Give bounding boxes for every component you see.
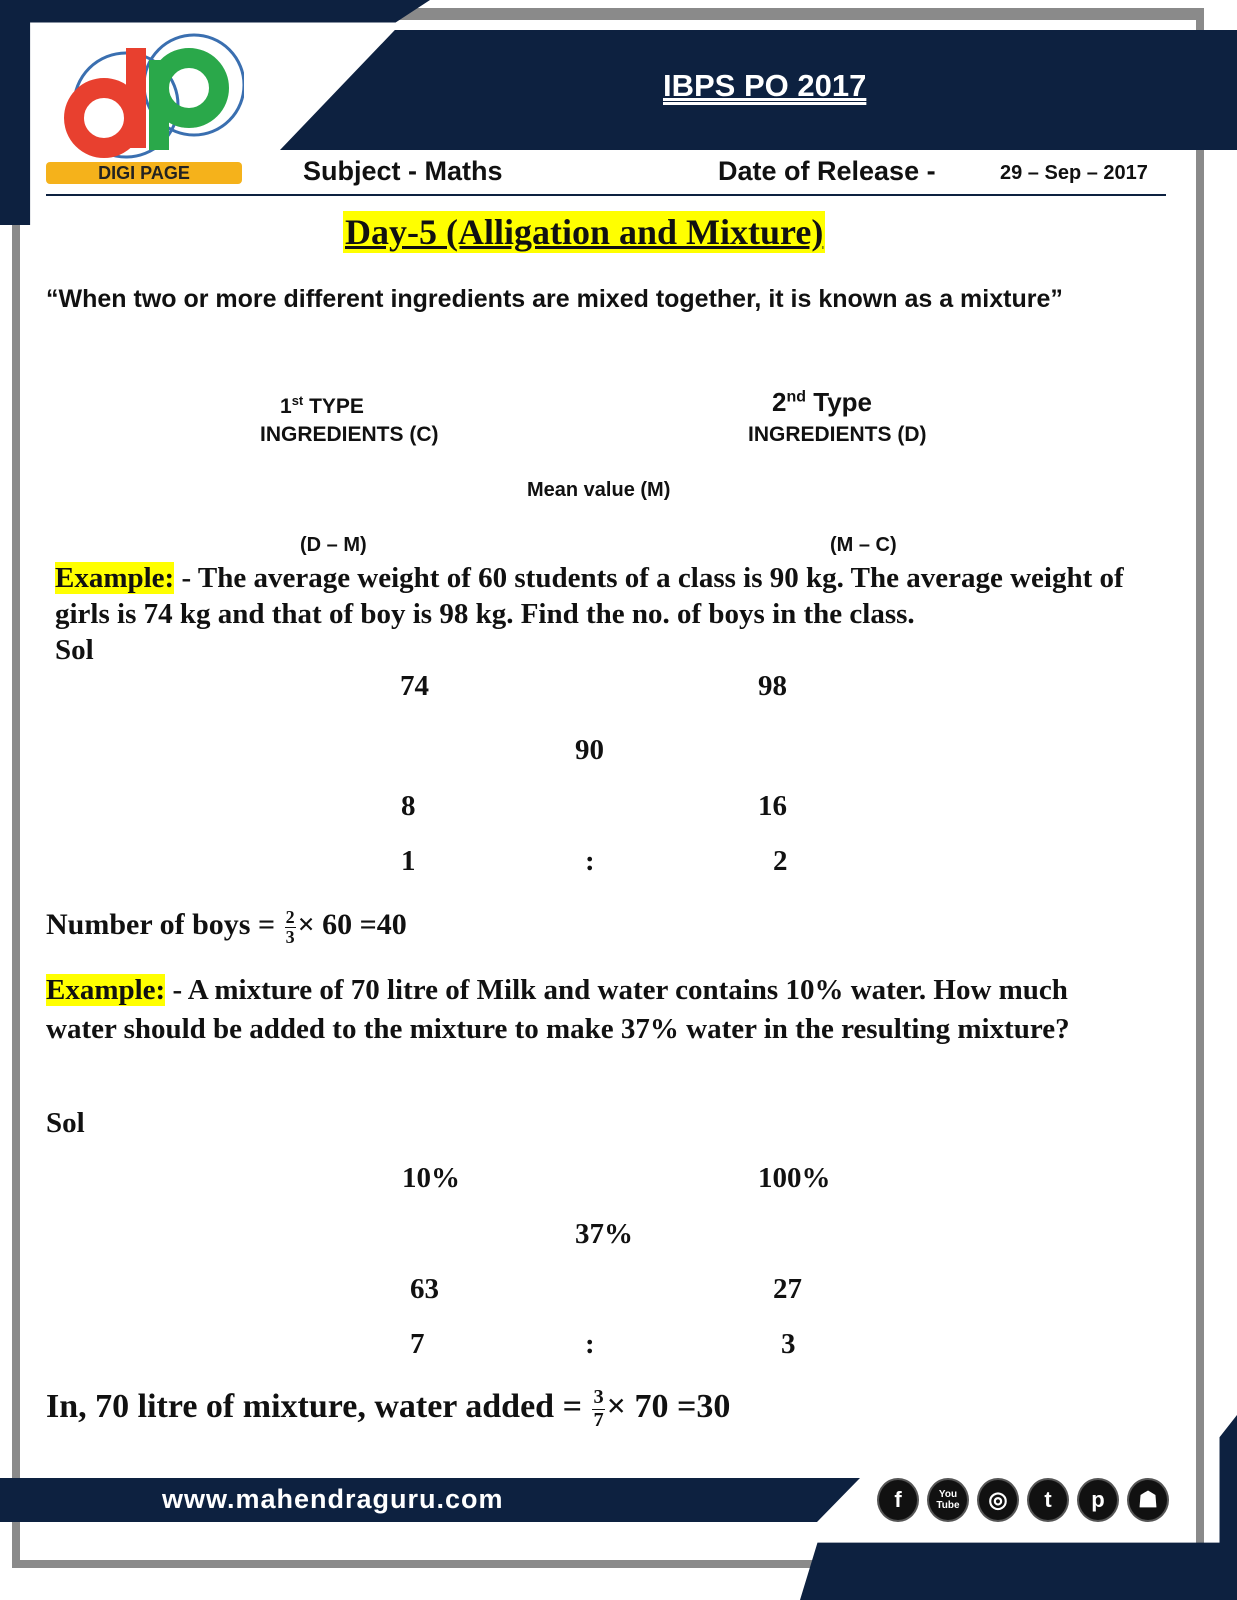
ex1-ratio-1: 1 [401, 845, 416, 877]
ex1-diff-1: 8 [401, 790, 416, 822]
instagram-icon[interactable]: ◎ [977, 1478, 1019, 1522]
logo-badge: DIGI PAGE [46, 162, 242, 184]
type2-sup: nd [786, 388, 807, 406]
twitter-icon[interactable]: t [1027, 1478, 1069, 1522]
pinterest-icon[interactable]: p [1077, 1478, 1119, 1522]
date-label: Date of Release - [718, 156, 936, 186]
header-divider [46, 194, 1166, 196]
ex2-ratio-2: 3 [781, 1328, 796, 1360]
example2-label: Example: [46, 974, 166, 1006]
type1-sup: st [291, 393, 304, 408]
ex1-answer-post: × 60 =40 [297, 908, 407, 941]
release-date: 29 – Sep – 2017 [1000, 162, 1148, 184]
ex1-den: 3 [285, 926, 295, 947]
definition: “When two or more different ingredients are mixed together, it is known as a mixture” [46, 285, 1063, 313]
example2-sol: Sol [46, 1107, 85, 1139]
left-diff: (D – M) [300, 534, 367, 556]
ex2-answer-post: × 70 =30 [606, 1388, 731, 1425]
type2-label [772, 387, 872, 418]
facebook-icon[interactable]: f [877, 1478, 919, 1522]
type1-num: 1 [280, 395, 292, 418]
ex1-answer [46, 900, 407, 950]
ex1-mean: 90 [575, 734, 604, 766]
ex2-mean: 37% [575, 1218, 633, 1250]
ex2-diff-2: 27 [773, 1273, 802, 1305]
example1-sol: Sol [55, 634, 94, 666]
ex2-diff-1: 63 [410, 1273, 439, 1305]
right-diff: (M – C) [830, 534, 897, 556]
example2-question: - A mixture of 70 litre of Milk and water contains 10% water. How much water should be added to the mixture to make 37% water in the resulting mixture? [46, 974, 1070, 1045]
mean-label: Mean value (M) [527, 479, 671, 501]
ex2-fraction [592, 1387, 604, 1431]
example2-text [46, 971, 1136, 1049]
type2-sub: INGREDIENTS (D) [748, 423, 927, 446]
ex1-ratio-2: 2 [773, 845, 788, 877]
ex1-answer-pre: Number of boys = [46, 908, 283, 941]
example1-label: Example: [55, 562, 175, 594]
ex1-value-b: 98 [758, 670, 787, 702]
type2-num: 2 [772, 387, 787, 417]
android-icon[interactable]: ☗ [1127, 1478, 1169, 1522]
ex2-ratio-colon: : [585, 1328, 595, 1360]
subject: Subject - Maths [303, 156, 503, 186]
website-link[interactable]: www.mahendraguru.com [162, 1484, 504, 1514]
dp-logo-icon [44, 30, 244, 160]
ex1-num: 2 [285, 906, 295, 927]
ex1-ratio-colon: : [585, 845, 595, 877]
ex1-diff-2: 16 [758, 790, 787, 822]
logo [44, 30, 244, 160]
ex2-den: 7 [593, 1408, 604, 1431]
ex2-answer [46, 1380, 730, 1434]
ex2-ratio-1: 7 [410, 1328, 425, 1360]
ex2-value-b: 100% [758, 1162, 831, 1194]
ex1-fraction [285, 908, 296, 947]
ex1-value-a: 74 [400, 670, 429, 702]
youtube-icon[interactable]: You Tube [927, 1478, 969, 1522]
type1-label [280, 393, 364, 419]
example1-text [55, 560, 1145, 668]
ex2-num: 3 [593, 1386, 604, 1409]
ex2-value-a: 10% [402, 1162, 460, 1194]
type2-word: Type [806, 387, 872, 417]
type1-sub: INGREDIENTS (C) [260, 423, 439, 446]
page-title: Day-5 (Alligation and Mixture) [345, 212, 824, 252]
exam-title: IBPS PO 2017 [663, 68, 867, 103]
ex2-answer-pre: In, 70 litre of mixture, water added = [46, 1388, 591, 1425]
type1-word: TYPE [303, 395, 364, 418]
example1-question: - The average weight of 60 students of a class is 90 kg. The average weight of girls is 74 kg and that of boy is 98 kg. Find the no. of boys in the class. [55, 562, 1124, 630]
